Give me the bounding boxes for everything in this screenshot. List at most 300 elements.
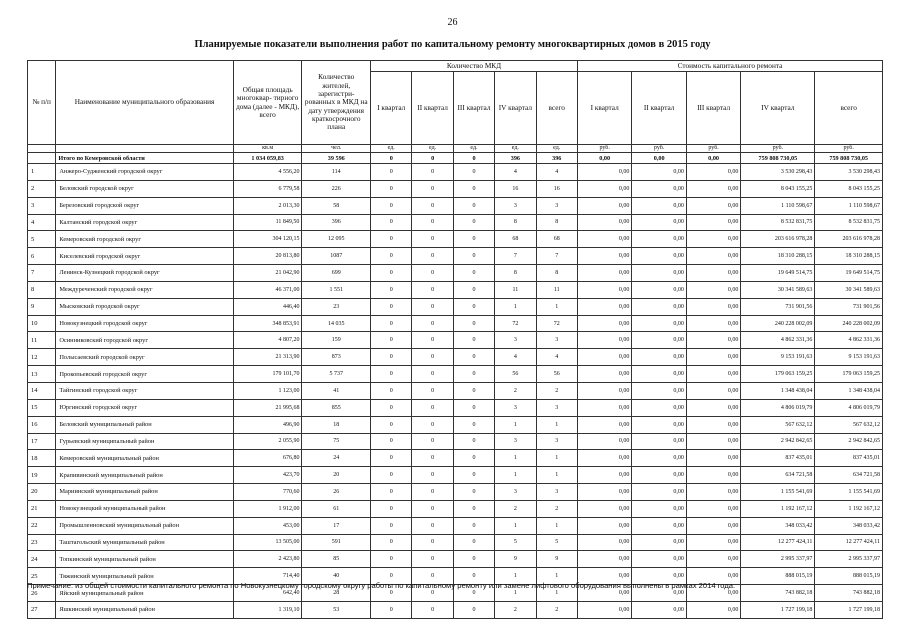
count-q3-cell: 0 xyxy=(453,500,494,517)
cost-q1-cell: 0,00 xyxy=(577,450,631,467)
municipality-name: Яйский муниципальный район xyxy=(56,585,234,602)
residents-cell: 75 xyxy=(302,433,371,450)
unit-cell: ед. xyxy=(371,145,412,153)
cost-q3-cell: 0,00 xyxy=(686,399,740,416)
area-cell: 20 813,80 xyxy=(233,248,302,265)
municipality-name: Топкинский муниципальный район xyxy=(56,551,234,568)
unit-cell: руб. xyxy=(686,145,740,153)
cost-total-cell: 743 882,18 xyxy=(815,585,883,602)
count-total-cell: 3 xyxy=(536,332,577,349)
total-cell xyxy=(28,153,56,164)
cost-total-cell: 731 901,56 xyxy=(815,298,883,315)
cost-q3-cell: 0,00 xyxy=(686,484,740,501)
cost-total-cell: 8 532 831,75 xyxy=(815,214,883,231)
cost-q4-cell: 8 043 155,25 xyxy=(741,180,815,197)
residents-cell: 85 xyxy=(302,551,371,568)
cost-q3-cell: 0,00 xyxy=(686,197,740,214)
table-row xyxy=(28,551,883,568)
cost-total-cell: 3 530 298,43 xyxy=(815,164,883,181)
cost-q2-cell: 0,00 xyxy=(632,551,686,568)
municipality-name: Калтанский городской округ xyxy=(56,214,234,231)
cost-total-cell: 567 632,12 xyxy=(815,416,883,433)
count-q1-cell: 0 xyxy=(371,399,412,416)
total-cell: 1 034 059,83 xyxy=(233,153,302,164)
table-row xyxy=(28,180,883,197)
table-row xyxy=(28,197,883,214)
cost-total-cell: 179 063 159,25 xyxy=(815,366,883,383)
area-cell: 6 779,58 xyxy=(233,180,302,197)
municipality-name: Таштагольский муниципальный район xyxy=(56,534,234,551)
cost-q4-cell: 179 063 159,25 xyxy=(741,366,815,383)
count-q1-cell: 0 xyxy=(371,366,412,383)
count-q1-cell: 0 xyxy=(371,349,412,366)
header-cost-q3: III квартал xyxy=(686,72,740,145)
municipality-name: Междуреченский городской округ xyxy=(56,281,234,298)
table-row xyxy=(28,298,883,315)
count-q3-cell: 0 xyxy=(453,214,494,231)
header-cost-group: Стоимость капитального ремонта xyxy=(577,61,882,72)
units-row xyxy=(28,145,883,153)
cost-q2-cell: 0,00 xyxy=(632,214,686,231)
table-row xyxy=(28,366,883,383)
cost-q4-cell: 837 435,01 xyxy=(741,450,815,467)
count-q4-cell: 8 xyxy=(495,214,536,231)
count-total-cell: 1 xyxy=(536,416,577,433)
table-row xyxy=(28,484,883,501)
unit-cell: ед. xyxy=(495,145,536,153)
count-q4-cell: 2 xyxy=(495,500,536,517)
count-q3-cell: 0 xyxy=(453,231,494,248)
count-total-cell: 16 xyxy=(536,180,577,197)
residents-cell: 23 xyxy=(302,298,371,315)
count-q2-cell: 0 xyxy=(412,349,453,366)
count-q3-cell: 0 xyxy=(453,315,494,332)
area-cell: 1 123,00 xyxy=(233,382,302,399)
cost-q1-cell: 0,00 xyxy=(577,399,631,416)
row-number: 17 xyxy=(28,433,56,450)
cost-q4-cell: 30 341 589,63 xyxy=(741,281,815,298)
row-number: 3 xyxy=(28,197,56,214)
count-q2-cell: 0 xyxy=(412,164,453,181)
cost-total-cell: 1 192 167,12 xyxy=(815,500,883,517)
municipality-name: Прокопьевский городской округ xyxy=(56,366,234,383)
cost-q3-cell: 0,00 xyxy=(686,568,740,585)
count-q4-cell: 1 xyxy=(495,568,536,585)
cost-q1-cell: 0,00 xyxy=(577,467,631,484)
count-total-cell: 68 xyxy=(536,231,577,248)
municipality-name: Гурьевский муниципальный район xyxy=(56,433,234,450)
total-cell: 0 xyxy=(371,153,412,164)
count-q2-cell: 0 xyxy=(412,601,453,618)
row-number: 14 xyxy=(28,382,56,399)
cost-q1-cell: 0,00 xyxy=(577,433,631,450)
count-q2-cell: 0 xyxy=(412,214,453,231)
cost-total-cell: 4 862 331,36 xyxy=(815,332,883,349)
municipality-name: Беловский городской округ xyxy=(56,180,234,197)
document-title: Планируемые показатели выполнения работ по капитальному ремонту многоквартирных домов в 2015 году xyxy=(194,39,711,50)
count-q2-cell: 0 xyxy=(412,500,453,517)
cost-q4-cell: 19 649 514,75 xyxy=(741,265,815,282)
row-number: 16 xyxy=(28,416,56,433)
header-name: Наименование муниципального образования xyxy=(56,61,234,145)
cost-q3-cell: 0,00 xyxy=(686,231,740,248)
cost-total-cell: 2 995 337,97 xyxy=(815,551,883,568)
area-cell: 13 505,00 xyxy=(233,534,302,551)
cost-total-cell: 888 015,19 xyxy=(815,568,883,585)
page-number: 26 xyxy=(447,17,458,28)
count-q4-cell: 11 xyxy=(495,281,536,298)
count-q2-cell: 0 xyxy=(412,585,453,602)
cost-q1-cell: 0,00 xyxy=(577,197,631,214)
residents-cell: 28 xyxy=(302,585,371,602)
cost-total-cell: 837 435,01 xyxy=(815,450,883,467)
cost-q2-cell: 0,00 xyxy=(632,231,686,248)
count-q2-cell: 0 xyxy=(412,265,453,282)
cost-q3-cell: 0,00 xyxy=(686,467,740,484)
table-body xyxy=(28,145,883,619)
count-q1-cell: 0 xyxy=(371,298,412,315)
count-q4-cell: 1 xyxy=(495,467,536,484)
count-q1-cell: 0 xyxy=(371,231,412,248)
cost-q2-cell: 0,00 xyxy=(632,366,686,383)
table-row xyxy=(28,265,883,282)
cost-q3-cell: 0,00 xyxy=(686,315,740,332)
residents-cell: 855 xyxy=(302,399,371,416)
row-number: 8 xyxy=(28,281,56,298)
municipality-name: Беловский муниципальный район xyxy=(56,416,234,433)
total-label: Итого по Кемеровской области xyxy=(56,153,234,164)
cost-q4-cell: 1 192 167,12 xyxy=(741,500,815,517)
total-cell: 0,00 xyxy=(577,153,631,164)
area-cell: 1 912,00 xyxy=(233,500,302,517)
count-total-cell: 1 xyxy=(536,517,577,534)
cost-total-cell: 4 806 019,79 xyxy=(815,399,883,416)
municipality-name: Березовский городской округ xyxy=(56,197,234,214)
count-total-cell: 8 xyxy=(536,265,577,282)
cost-q3-cell: 0,00 xyxy=(686,332,740,349)
count-q2-cell: 0 xyxy=(412,382,453,399)
cost-total-cell: 2 942 842,65 xyxy=(815,433,883,450)
row-number: 12 xyxy=(28,349,56,366)
cost-q4-cell: 4 806 019,79 xyxy=(741,399,815,416)
count-q3-cell: 0 xyxy=(453,601,494,618)
cost-q4-cell: 731 901,56 xyxy=(741,298,815,315)
total-row xyxy=(28,153,883,164)
total-cell: 759 808 730,05 xyxy=(815,153,883,164)
table-row xyxy=(28,399,883,416)
cost-q3-cell: 0,00 xyxy=(686,433,740,450)
count-q3-cell: 0 xyxy=(453,416,494,433)
cost-total-cell: 9 153 191,63 xyxy=(815,349,883,366)
cost-q4-cell: 12 277 424,11 xyxy=(741,534,815,551)
table-row xyxy=(28,248,883,265)
unit-cell: чел. xyxy=(302,145,371,153)
area-cell: 21 995,68 xyxy=(233,399,302,416)
count-total-cell: 72 xyxy=(536,315,577,332)
municipality-name: Яшкинский муниципальный район xyxy=(56,601,234,618)
count-total-cell: 1 xyxy=(536,450,577,467)
area-cell: 676,80 xyxy=(233,450,302,467)
cost-q4-cell: 567 632,12 xyxy=(741,416,815,433)
row-number: 18 xyxy=(28,450,56,467)
count-total-cell: 9 xyxy=(536,551,577,568)
municipality-name: Новокузнецкий муниципальный район xyxy=(56,500,234,517)
count-q4-cell: 5 xyxy=(495,534,536,551)
cost-q4-cell: 1 110 598,67 xyxy=(741,197,815,214)
cost-q1-cell: 0,00 xyxy=(577,382,631,399)
table-row xyxy=(28,433,883,450)
municipality-name: Новокузнецкий городской округ xyxy=(56,315,234,332)
row-number: 27 xyxy=(28,601,56,618)
residents-cell: 873 xyxy=(302,349,371,366)
municipality-name: Крапивинский муниципальный район xyxy=(56,467,234,484)
cost-q2-cell: 0,00 xyxy=(632,197,686,214)
count-q2-cell: 0 xyxy=(412,281,453,298)
table-row xyxy=(28,214,883,231)
cost-q3-cell: 0,00 xyxy=(686,551,740,568)
row-number: 23 xyxy=(28,534,56,551)
count-q3-cell: 0 xyxy=(453,281,494,298)
residents-cell: 17 xyxy=(302,517,371,534)
table-row xyxy=(28,164,883,181)
count-q4-cell: 68 xyxy=(495,231,536,248)
count-q3-cell: 0 xyxy=(453,399,494,416)
cost-q2-cell: 0,00 xyxy=(632,517,686,534)
residents-cell: 699 xyxy=(302,265,371,282)
total-cell: 396 xyxy=(495,153,536,164)
cost-q2-cell: 0,00 xyxy=(632,315,686,332)
unit-cell: кв.м xyxy=(233,145,302,153)
unit-cell: руб. xyxy=(815,145,883,153)
cost-q3-cell: 0,00 xyxy=(686,281,740,298)
table-row xyxy=(28,467,883,484)
count-q4-cell: 1 xyxy=(495,298,536,315)
unit-cell: руб. xyxy=(741,145,815,153)
cost-q2-cell: 0,00 xyxy=(632,248,686,265)
header-cost-q1: I квартал xyxy=(577,72,631,145)
cost-q4-cell: 9 153 191,63 xyxy=(741,349,815,366)
cost-q2-cell: 0,00 xyxy=(632,349,686,366)
cost-q2-cell: 0,00 xyxy=(632,450,686,467)
cost-q1-cell: 0,00 xyxy=(577,601,631,618)
count-q1-cell: 0 xyxy=(371,450,412,467)
table-row xyxy=(28,517,883,534)
cost-q2-cell: 0,00 xyxy=(632,433,686,450)
cost-q3-cell: 0,00 xyxy=(686,416,740,433)
count-q1-cell: 0 xyxy=(371,517,412,534)
cost-q1-cell: 0,00 xyxy=(577,180,631,197)
unit-cell: ед. xyxy=(536,145,577,153)
count-q1-cell: 0 xyxy=(371,534,412,551)
area-cell: 304 120,15 xyxy=(233,231,302,248)
count-q1-cell: 0 xyxy=(371,382,412,399)
total-cell: 0,00 xyxy=(686,153,740,164)
row-number: 21 xyxy=(28,500,56,517)
cost-total-cell: 1 110 598,67 xyxy=(815,197,883,214)
table-row xyxy=(28,315,883,332)
count-q1-cell: 0 xyxy=(371,467,412,484)
count-q4-cell: 1 xyxy=(495,517,536,534)
count-total-cell: 3 xyxy=(536,197,577,214)
table-header xyxy=(28,61,883,145)
residents-cell: 41 xyxy=(302,382,371,399)
cost-q1-cell: 0,00 xyxy=(577,248,631,265)
cost-q2-cell: 0,00 xyxy=(632,332,686,349)
header-cost-total: всего xyxy=(815,72,883,145)
residents-cell: 20 xyxy=(302,467,371,484)
cost-total-cell: 1 155 541,69 xyxy=(815,484,883,501)
cost-q3-cell: 0,00 xyxy=(686,500,740,517)
count-q2-cell: 0 xyxy=(412,231,453,248)
count-q3-cell: 0 xyxy=(453,248,494,265)
footnote: Примечание: из общей стоимости капитального ремонта по Новокузнецкому городскому округу работы по капитальному ремонту или замене лифтового оборудования выполнены в рамках 2014 года. xyxy=(27,581,736,590)
count-q1-cell: 0 xyxy=(371,180,412,197)
count-q1-cell: 0 xyxy=(371,484,412,501)
count-q3-cell: 0 xyxy=(453,164,494,181)
count-q3-cell: 0 xyxy=(453,568,494,585)
table-row xyxy=(28,500,883,517)
total-cell: 759 808 730,05 xyxy=(741,153,815,164)
cost-total-cell: 18 310 288,15 xyxy=(815,248,883,265)
cost-q4-cell: 1 727 199,18 xyxy=(741,601,815,618)
count-q1-cell: 0 xyxy=(371,500,412,517)
cost-q1-cell: 0,00 xyxy=(577,298,631,315)
total-cell: 39 596 xyxy=(302,153,371,164)
count-q3-cell: 0 xyxy=(453,349,494,366)
count-q2-cell: 0 xyxy=(412,248,453,265)
cost-total-cell: 12 277 424,11 xyxy=(815,534,883,551)
municipality-name: Тайгинский городской округ xyxy=(56,382,234,399)
area-cell: 21 042,90 xyxy=(233,265,302,282)
count-q4-cell: 1 xyxy=(495,450,536,467)
row-number: 26 xyxy=(28,585,56,602)
count-q4-cell: 8 xyxy=(495,265,536,282)
row-number: 5 xyxy=(28,231,56,248)
municipality-name: Ленинск-Кузнецкий городской округ xyxy=(56,265,234,282)
cost-q2-cell: 0,00 xyxy=(632,298,686,315)
count-q3-cell: 0 xyxy=(453,298,494,315)
count-q4-cell: 3 xyxy=(495,484,536,501)
cost-q2-cell: 0,00 xyxy=(632,265,686,282)
count-q3-cell: 0 xyxy=(453,332,494,349)
cost-q2-cell: 0,00 xyxy=(632,534,686,551)
cost-q1-cell: 0,00 xyxy=(577,265,631,282)
count-q4-cell: 1 xyxy=(495,585,536,602)
cost-total-cell: 30 341 589,63 xyxy=(815,281,883,298)
cost-q1-cell: 0,00 xyxy=(577,484,631,501)
municipality-name: Промышленновский муниципальный район xyxy=(56,517,234,534)
count-q2-cell: 0 xyxy=(412,315,453,332)
residents-cell: 591 xyxy=(302,534,371,551)
count-q2-cell: 0 xyxy=(412,180,453,197)
count-q2-cell: 0 xyxy=(412,534,453,551)
count-q4-cell: 3 xyxy=(495,399,536,416)
cost-q4-cell: 8 532 831,75 xyxy=(741,214,815,231)
count-q4-cell: 3 xyxy=(495,197,536,214)
cost-q4-cell: 634 721,58 xyxy=(741,467,815,484)
cost-q3-cell: 0,00 xyxy=(686,450,740,467)
row-number: 13 xyxy=(28,366,56,383)
count-q3-cell: 0 xyxy=(453,517,494,534)
unit-cell: ед. xyxy=(412,145,453,153)
cost-q4-cell: 2 942 842,65 xyxy=(741,433,815,450)
count-q3-cell: 0 xyxy=(453,551,494,568)
area-cell: 348 853,91 xyxy=(233,315,302,332)
count-q2-cell: 0 xyxy=(412,551,453,568)
cost-q3-cell: 0,00 xyxy=(686,265,740,282)
cost-q1-cell: 0,00 xyxy=(577,551,631,568)
count-total-cell: 8 xyxy=(536,214,577,231)
residents-cell: 5 737 xyxy=(302,366,371,383)
count-q1-cell: 0 xyxy=(371,551,412,568)
total-cell: 0 xyxy=(453,153,494,164)
count-q4-cell: 16 xyxy=(495,180,536,197)
municipality-name: Киселевский городской округ xyxy=(56,248,234,265)
count-q4-cell: 4 xyxy=(495,164,536,181)
residents-cell: 226 xyxy=(302,180,371,197)
count-total-cell: 2 xyxy=(536,500,577,517)
cost-q4-cell: 1 348 438,04 xyxy=(741,382,815,399)
header-count-q4: IV квартал xyxy=(495,72,536,145)
count-q2-cell: 0 xyxy=(412,197,453,214)
cost-q3-cell: 0,00 xyxy=(686,382,740,399)
count-q2-cell: 0 xyxy=(412,298,453,315)
table-row xyxy=(28,382,883,399)
municipality-name: Мысковский городской округ xyxy=(56,298,234,315)
cost-q3-cell: 0,00 xyxy=(686,180,740,197)
cost-q3-cell: 0,00 xyxy=(686,366,740,383)
table-row xyxy=(28,416,883,433)
municipality-name: Мариинский муниципальный район xyxy=(56,484,234,501)
residents-cell: 26 xyxy=(302,484,371,501)
cost-q3-cell: 0,00 xyxy=(686,164,740,181)
cost-q2-cell: 0,00 xyxy=(632,399,686,416)
cost-q1-cell: 0,00 xyxy=(577,366,631,383)
area-cell: 1 319,10 xyxy=(233,601,302,618)
total-cell: 0 xyxy=(412,153,453,164)
cost-q2-cell: 0,00 xyxy=(632,585,686,602)
cost-q3-cell: 0,00 xyxy=(686,517,740,534)
residents-cell: 58 xyxy=(302,197,371,214)
count-total-cell: 4 xyxy=(536,164,577,181)
row-number: 1 xyxy=(28,164,56,181)
area-cell: 423,70 xyxy=(233,467,302,484)
area-cell: 2 423,80 xyxy=(233,551,302,568)
count-q4-cell: 3 xyxy=(495,332,536,349)
area-cell: 179 101,70 xyxy=(233,366,302,383)
count-q3-cell: 0 xyxy=(453,197,494,214)
row-number: 4 xyxy=(28,214,56,231)
count-q4-cell: 56 xyxy=(495,366,536,383)
municipality-name: Тяжинский муниципальный район xyxy=(56,568,234,585)
residents-cell: 396 xyxy=(302,214,371,231)
residents-cell: 14 035 xyxy=(302,315,371,332)
cost-q4-cell: 348 033,42 xyxy=(741,517,815,534)
cost-q2-cell: 0,00 xyxy=(632,467,686,484)
unit-cell: руб. xyxy=(632,145,686,153)
municipality-name: Полысаевский городской округ xyxy=(56,349,234,366)
row-number: 15 xyxy=(28,399,56,416)
count-q3-cell: 0 xyxy=(453,366,494,383)
count-q2-cell: 0 xyxy=(412,517,453,534)
cost-total-cell: 8 043 155,25 xyxy=(815,180,883,197)
count-total-cell: 1 xyxy=(536,467,577,484)
cost-q4-cell: 2 995 337,97 xyxy=(741,551,815,568)
cost-q4-cell: 4 862 331,36 xyxy=(741,332,815,349)
header-count-q2: II квартал xyxy=(412,72,453,145)
count-q4-cell: 7 xyxy=(495,248,536,265)
area-cell: 770,60 xyxy=(233,484,302,501)
